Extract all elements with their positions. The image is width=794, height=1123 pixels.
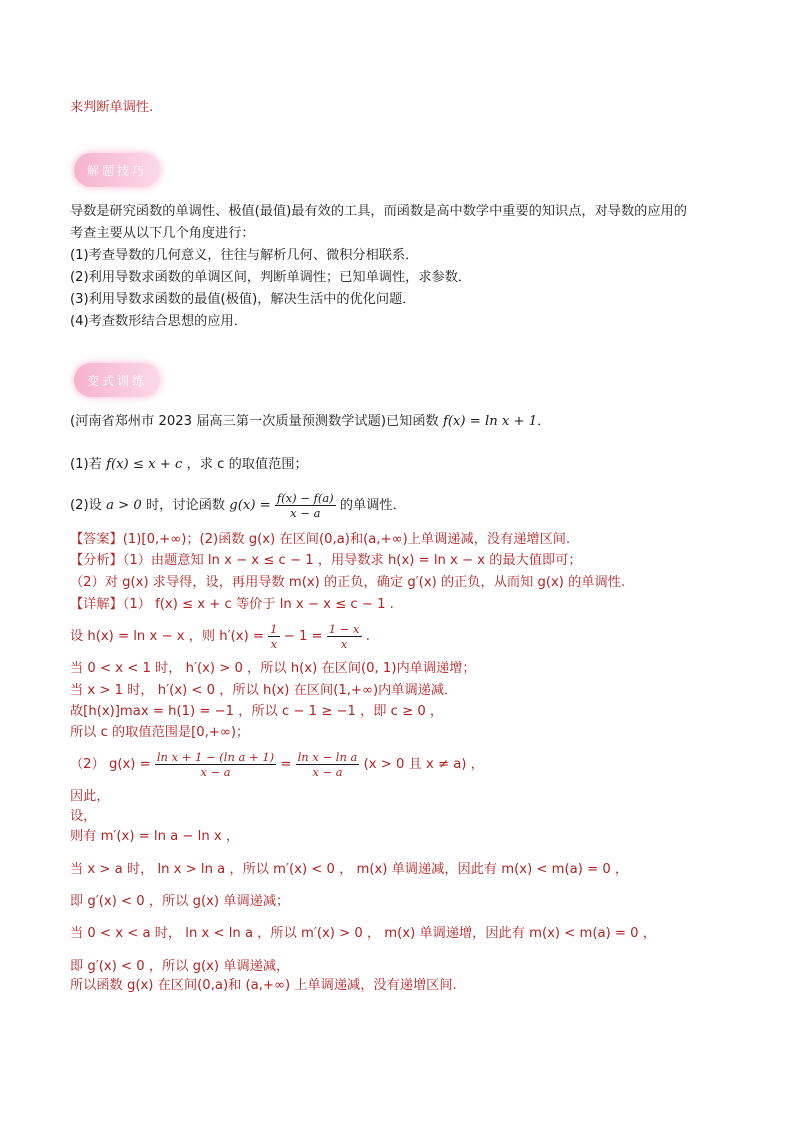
detail-fraction-3 bbox=[155, 750, 276, 779]
detail-line-12: 即 g′(x) < 0 ，所以 g(x) 单调递减； bbox=[70, 894, 290, 909]
detail-line-15: 所以函数 g(x) 在区间(0,a)和 (a,+∞) 上单调递减，没有递增区间. bbox=[70, 978, 457, 993]
detail-line-4: 当 x > 1 时， h′(x) < 0 ，所以 h(x) 在区间(1,+∞)内单调递减． bbox=[70, 683, 458, 698]
detail-line-7-equals: = bbox=[280, 757, 292, 772]
problem-source-text: (河南省郑州市 2023 届高三第一次质量预测数学试题)已知函数 bbox=[70, 414, 439, 429]
detail-fraction-4 bbox=[296, 750, 360, 779]
question-2 bbox=[70, 489, 406, 523]
detail-line-13: 当 0 < x < a 时， ln x < ln a ，所以 m′(x) > 0 ， m(x) 单调递增，因此有 m(x) < m(a) = 0 ， bbox=[70, 926, 656, 941]
tips-item-2: (2)利用导数求函数的单调区间，判断单调性；已知单调性，求参数． bbox=[70, 270, 472, 285]
detail-line-1 bbox=[70, 596, 394, 614]
detail-fraction-2 bbox=[327, 622, 362, 651]
question-2-condition: a > 0 bbox=[106, 498, 142, 513]
question-2-fraction-numerator: f(x) − f(a) bbox=[276, 490, 334, 505]
detail-line-2-prefix: 设 h(x) = ln x − x ，则 h′(x) = bbox=[70, 629, 264, 644]
detail-line-3: 当 0 < x < 1 时， h′(x) > 0 ，所以 h(x) 在区间(0, 1)内单调递增； bbox=[70, 661, 476, 676]
badge-problem-solving-tips: 解题技巧 bbox=[74, 153, 160, 187]
question-1 bbox=[70, 456, 308, 474]
detail-fraction-4-denominator: x − a bbox=[312, 764, 343, 779]
detail-fraction-3-numerator: ln x + 1 − (ln a + 1) bbox=[156, 749, 275, 764]
detail-line-2-suffix: . bbox=[365, 629, 370, 644]
badge-variant-training: 变式训练 bbox=[74, 363, 160, 397]
detail-fraction-2-numerator: 1 − x bbox=[328, 621, 360, 636]
intro-line: 来判断单调性. bbox=[70, 100, 154, 115]
question-1-prefix: (1)若 bbox=[70, 457, 102, 472]
tips-line-1: 导数是研究函数的单调性、极值(最值)最有效的工具，而函数是高中数学中重要的知识点，对导数的应用的 bbox=[70, 204, 687, 219]
detail-text-1: （1） f(x) ≤ x + c 等价于 ln x − x ≤ c − 1 . bbox=[122, 597, 394, 612]
tips-item-1: (1)考查导数的几何意义，往往与解析几何、微积分相联系． bbox=[70, 248, 419, 263]
detail-fraction-1-denominator: x bbox=[270, 636, 278, 651]
question-2-fraction bbox=[275, 491, 336, 520]
detail-line-7-prefix: （2） g(x) = bbox=[70, 757, 151, 772]
question-2-g: g(x) = bbox=[229, 498, 271, 513]
question-2-fraction-denominator: x − a bbox=[290, 505, 321, 520]
analysis-tag: 【分析】 bbox=[70, 553, 123, 568]
question-2-suffix: 的单调性． bbox=[339, 498, 406, 513]
detail-line-5: 故[h(x)]max = h(1) = −1 ，所以 c − 1 ≥ −1 ，即 c ≥ 0 ， bbox=[70, 704, 444, 719]
detail-line-2 bbox=[70, 620, 370, 654]
detail-line-2-mid: − 1 = bbox=[283, 629, 323, 644]
tips-line-2: 考查主要从以下几个角度进行： bbox=[70, 226, 255, 241]
tips-item-4: (4)考查数形结合思想的应用． bbox=[70, 314, 247, 329]
detail-line-14: 即 g′(x) < 0 ，所以 g(x) 单调递减， bbox=[70, 959, 290, 974]
problem-function: f(x) = ln x + 1 bbox=[442, 414, 538, 429]
detail-tag: 【详解】 bbox=[70, 597, 123, 612]
detail-line-6: 所以 c 的取值范围是[0,+∞)； bbox=[70, 725, 250, 740]
analysis-line-1 bbox=[70, 552, 582, 570]
detail-line-11: 当 x > a 时， ln x > ln a ，所以 m′(x) < 0 ， m(x) 单调递减，因此有 m(x) < m(a) = 0 ， bbox=[70, 862, 629, 877]
answer-text: (1)[0,+∞)；(2)函数 g(x) 在区间(0,a)和(a,+∞)上单调递减，没有递增区间. bbox=[122, 532, 571, 547]
detail-line-7 bbox=[70, 748, 484, 782]
detail-fraction-1 bbox=[268, 622, 279, 651]
detail-fraction-1-numerator: 1 bbox=[270, 621, 278, 636]
question-2-mid: 时，讨论函数 bbox=[145, 498, 226, 513]
question-1-inequality: f(x) ≤ x + c bbox=[106, 457, 183, 472]
answer-section bbox=[70, 531, 570, 549]
tips-item-3: (3)利用导数求函数的最值(极值)，解决生活中的优化问题． bbox=[70, 292, 416, 307]
analysis-line-2: （2）对 g(x) 求导得，设，再用导数 m(x) 的正负，确定 g′(x) 的正负，从而知 g(x) 的单调性. bbox=[70, 575, 626, 590]
question-2-prefix: (2)设 bbox=[70, 498, 102, 513]
detail-fraction-2-denominator: x bbox=[340, 636, 348, 651]
problem-source: (河南省郑州市 2023 届高三第一次质量预测数学试题)已知函数 f(x) = ln x + 1． bbox=[70, 414, 551, 429]
detail-fraction-3-denominator: x − a bbox=[200, 764, 231, 779]
analysis-text-1: （1）由题意知 ln x − x ≤ c − 1 ，用导数求 h(x) = ln x − x 的最大值即可； bbox=[122, 553, 582, 568]
detail-line-9: 设， bbox=[70, 809, 97, 824]
detail-line-7-suffix: (x > 0 且 x ≠ a) ， bbox=[363, 757, 484, 772]
question-1-suffix: ，求 c 的取值范围； bbox=[186, 457, 308, 472]
detail-line-10: 则有 m′(x) = ln a − ln x ， bbox=[70, 829, 240, 844]
detail-fraction-4-numerator: ln x − ln a bbox=[297, 749, 358, 764]
answer-tag: 【答案】 bbox=[70, 532, 123, 547]
detail-line-8: 因此， bbox=[70, 789, 110, 804]
